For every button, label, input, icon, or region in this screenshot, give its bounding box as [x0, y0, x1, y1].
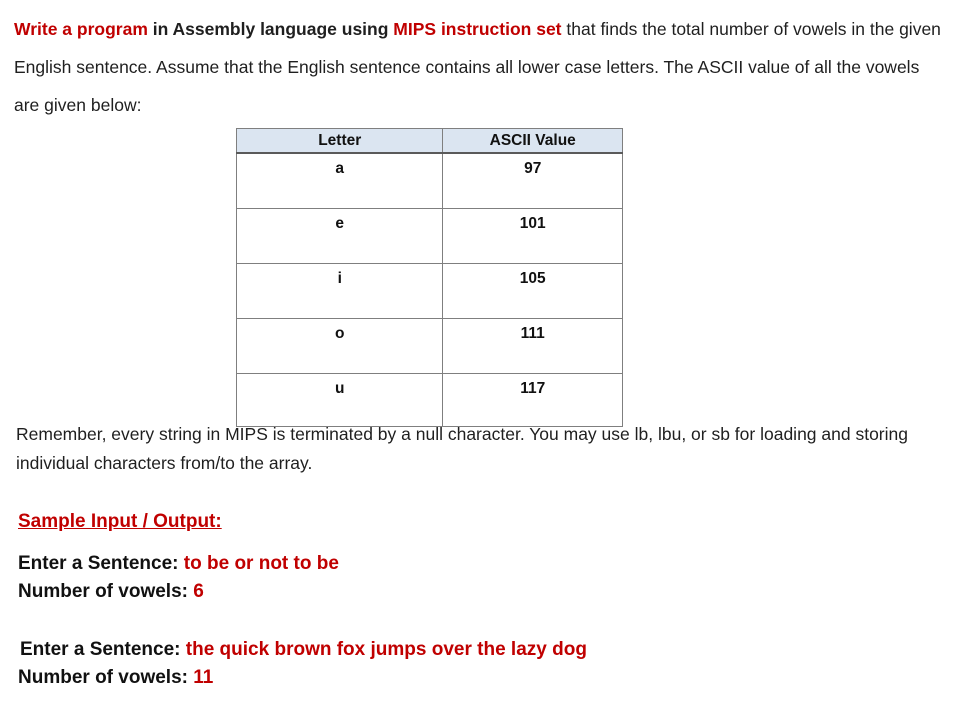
- prompt-value: the quick brown fox jumps over the lazy dog: [185, 639, 587, 660]
- result-label: Number of vowels:: [18, 581, 188, 602]
- ascii-cell: 97: [443, 153, 623, 209]
- problem-statement: [14, 10, 949, 124]
- vowel-ascii-table: [236, 128, 623, 427]
- letter-cell: e: [237, 209, 443, 264]
- sample-1-result: [18, 581, 204, 603]
- ascii-cell: 117: [443, 374, 623, 427]
- header-letter: Letter: [237, 129, 443, 154]
- intro-write: Write a: [14, 19, 73, 39]
- letter-cell: a: [237, 153, 443, 209]
- intro-program: program: [76, 19, 148, 39]
- table-row: [237, 153, 623, 209]
- letter-cell: i: [237, 264, 443, 319]
- prompt-value: to be or not to be: [183, 553, 339, 574]
- header-ascii-value: ASCII Value: [443, 129, 623, 154]
- ascii-cell: 101: [443, 209, 623, 264]
- reminder-note: Remember, every string in MIPS is terminated by a null character. You may use lb, lbu, or sb for loading and storing individual characters from/to the array.: [16, 424, 908, 473]
- prompt-label: Enter a Sentence:: [18, 553, 179, 574]
- intro-assembly: in Assembly language using: [152, 19, 389, 39]
- prompt-label: Enter a Sentence:: [20, 639, 181, 660]
- sample-2-result: [18, 667, 213, 689]
- sample-io-heading: Sample Input / Output:: [18, 511, 222, 532]
- letter-cell: u: [237, 374, 443, 427]
- table-row: [237, 374, 623, 427]
- intro-rest: that finds the total number of vowels in the given English sentence. Assume that the English sentence contains all lower case letters. The ASCII value of all the vowels are given below:: [14, 19, 941, 115]
- result-value: 11: [193, 667, 214, 688]
- ascii-cell: 105: [443, 264, 623, 319]
- table-row: [237, 319, 623, 374]
- table-header-row: [237, 129, 623, 154]
- result-value: 6: [193, 581, 204, 602]
- sample-1-prompt: [18, 553, 339, 575]
- intro-mips: MIPS instruction set: [393, 19, 562, 39]
- sample-2-prompt: [20, 639, 587, 661]
- ascii-cell: 111: [443, 319, 623, 374]
- result-label: Number of vowels:: [18, 667, 188, 688]
- table-row: [237, 264, 623, 319]
- table-row: [237, 209, 623, 264]
- letter-cell: o: [237, 319, 443, 374]
